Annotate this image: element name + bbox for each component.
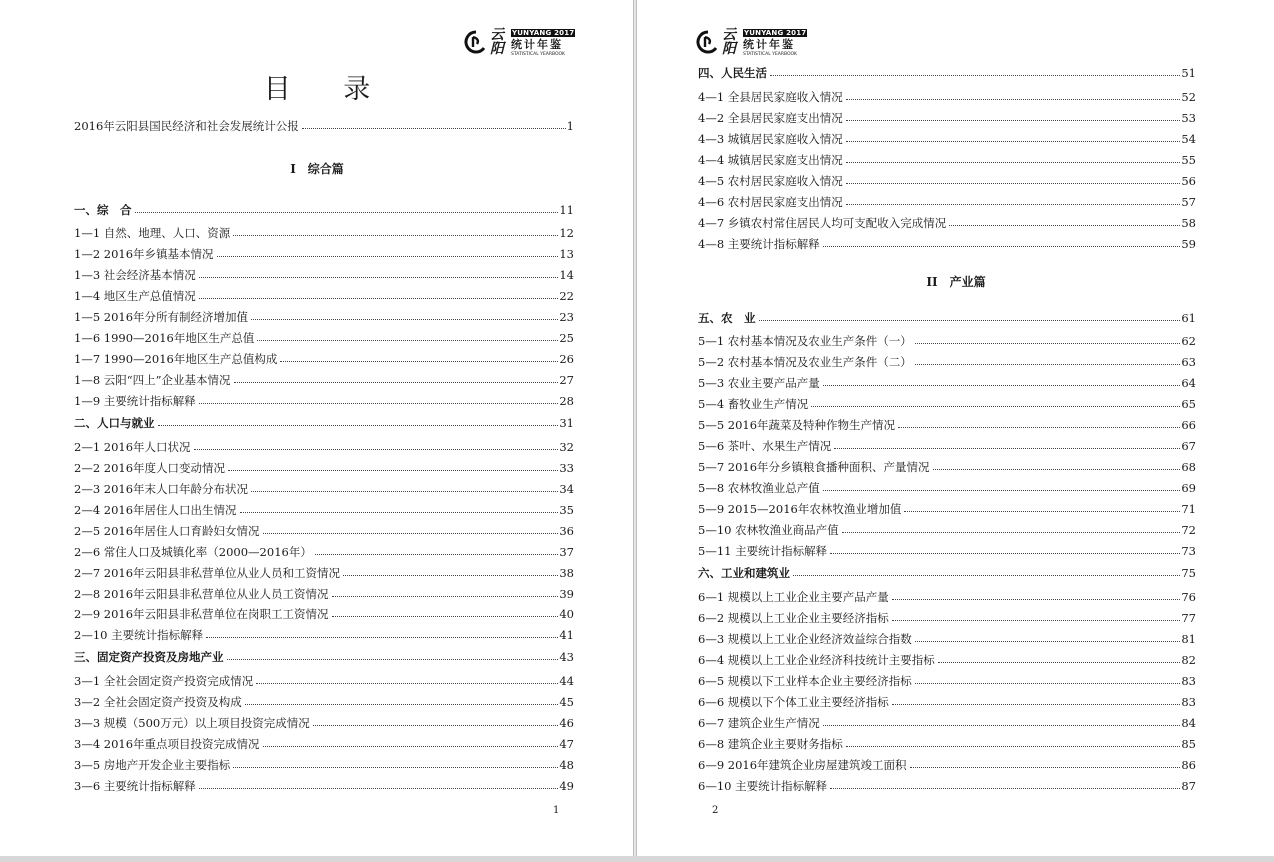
toc-entry (74, 736, 574, 752)
toc-entry-page: 25 (559, 331, 574, 345)
part-title-comprehensive: I 综合篇 (290, 162, 344, 176)
toc-entry (698, 715, 1196, 731)
toc-entry (74, 351, 574, 367)
toc-entry-page: 63 (1181, 355, 1196, 369)
toc-entry (74, 565, 574, 581)
toc-entry-label: 5—2 农村基本情况及农业生产条件（二） (698, 355, 912, 369)
toc-leader-dots (343, 575, 558, 576)
toc-entry-page: 71 (1181, 502, 1196, 516)
toc-entry-label: 4—4 城镇居民家庭支出情况 (698, 153, 843, 167)
toc-entry-page: 87 (1181, 779, 1196, 793)
toc-leader-dots (234, 382, 559, 383)
toc-entry-label: 5—1 农村基本情况及农业生产条件（一） (698, 334, 912, 348)
toc-leader-dots (315, 554, 559, 555)
logo-english-name (743, 29, 807, 37)
toc-leader-dots (898, 427, 1180, 428)
toc-entry-label: 1—8 云阳“四上”企业基本情况 (74, 373, 231, 387)
toc-entry (74, 502, 574, 518)
yearbook-logo (464, 27, 576, 59)
left-page (0, 0, 634, 856)
yunyang-emblem-icon (696, 30, 720, 54)
toc-entry-label: 6—7 建筑企业生产情况 (698, 716, 820, 730)
toc-entry-label: 6—1 规模以上工业企业主要产品产量 (698, 590, 889, 604)
toc-entry-label: 1—7 1990—2016年地区生产总值构成 (74, 352, 278, 366)
toc-entry (74, 778, 574, 794)
toc-leader-dots (823, 246, 1181, 247)
toc-entry-page: 31 (559, 416, 574, 430)
toc-entry-page: 72 (1181, 523, 1196, 537)
toc-leader-dots (228, 470, 558, 471)
toc-leader-dots (257, 340, 558, 341)
toc-entry-label: 3—3 规模（500万元）以上项目投资完成情况 (74, 716, 310, 730)
toc-entry (698, 375, 1196, 391)
toc-entry-page: 56 (1181, 174, 1196, 188)
toc-entry-page: 47 (559, 737, 574, 751)
toc-entry (698, 110, 1196, 126)
toc-entry-page: 23 (559, 310, 574, 324)
toc-entry-label: 5—6 茶叶、水果生产情况 (698, 439, 832, 453)
toc-leader-dots (915, 683, 1181, 684)
toc-leader-dots (199, 298, 559, 299)
toc-entry-page: 81 (1181, 632, 1196, 646)
toc-entry (74, 439, 574, 455)
toc-entry-label: 2—6 常住人口及城镇化率（2000—2016年） (74, 545, 312, 559)
toc-entry-page: 69 (1181, 481, 1196, 495)
right-page (636, 0, 1274, 856)
toc-leader-dots (834, 448, 1180, 449)
toc-entry (74, 523, 574, 539)
toc-entry-page: 36 (559, 524, 574, 538)
toc-entry-label: 1—3 社会经济基本情况 (74, 268, 196, 282)
toc-entry-page: 41 (559, 628, 574, 642)
part-title-industry: II 产业篇 (926, 275, 986, 289)
toc-leader-dots (194, 449, 559, 450)
toc-entry (698, 194, 1196, 210)
toc-entry-page: 46 (559, 716, 574, 730)
toc-leader-dots (910, 767, 1181, 768)
toc-entry-label: 6—10 主要统计指标解释 (698, 779, 828, 793)
toc-entry-page: 45 (559, 695, 574, 709)
toc-leader-dots (206, 637, 558, 638)
toc-entry (74, 757, 574, 773)
toc-entry-page: 38 (559, 566, 574, 580)
toc-entry-label: 2—1 2016年人口状况 (74, 440, 191, 454)
toc-entry-label: 6—6 规模以下个体工业主要经济指标 (698, 695, 889, 709)
toc-entry (74, 673, 574, 689)
toc-leader-dots (217, 256, 559, 257)
toc-leader-dots (846, 204, 1181, 205)
toc-leader-dots (158, 425, 559, 426)
toc-entry (74, 715, 574, 731)
toc-entry-label: 3—1 全社会固定资产投资完成情况 (74, 674, 254, 688)
toc-leader-dots (842, 532, 1181, 533)
toc-entry-label: 2016年云阳县国民经济和社会发展统计公报 (74, 119, 299, 133)
toc-entry (698, 673, 1196, 689)
toc-entry-page: 28 (559, 394, 574, 408)
toc-leader-dots (915, 343, 1181, 344)
toc-entry-label: 五、农 业 (698, 311, 756, 325)
logo-english-name (511, 29, 575, 37)
toc-entry-page: 39 (559, 587, 574, 601)
toc-leader-dots (823, 725, 1181, 726)
toc-entry (698, 736, 1196, 752)
toc-entry (698, 459, 1196, 475)
toc-entry (698, 757, 1196, 773)
toc-heading: 目 录 (263, 74, 393, 105)
toc-leader-dots (949, 225, 1180, 226)
toc-leader-dots (846, 746, 1181, 747)
toc-entry-label: 2—10 主要统计指标解释 (74, 628, 204, 642)
toc-leader-dots (904, 511, 1180, 512)
toc-entry-page: 37 (559, 545, 574, 559)
toc-entry-label: 3—4 2016年重点项目投资完成情况 (74, 737, 260, 751)
toc-entry-label: 5—9 2015—2016年农林牧渔业增加值 (698, 502, 902, 516)
toc-entry-label: 4—1 全县居民家庭收入情况 (698, 90, 843, 104)
page-number-right: 2 (712, 805, 719, 816)
toc-entry-page: 59 (1181, 237, 1196, 251)
toc-section-entry (74, 415, 574, 431)
toc-entry-page: 11 (559, 203, 574, 217)
toc-entry-label: 5—4 畜牧业生产情况 (698, 397, 809, 411)
toc-entry (698, 438, 1196, 454)
toc-entry-label: 三、固定资产投资及房地产业 (74, 650, 224, 664)
toc-entry-label: 1—1 自然、地理、人口、资源 (74, 226, 231, 240)
toc-entry-page: 66 (1181, 418, 1196, 432)
toc-entry-page: 43 (559, 650, 574, 664)
toc-entry-label: 六、工业和建筑业 (698, 566, 790, 580)
toc-leader-dots (263, 746, 559, 747)
toc-leader-dots (332, 616, 559, 617)
toc-entry-label: 1—5 2016年分所有制经济增加值 (74, 310, 249, 324)
toc-entry-label: 4—7 乡镇农村常住居民人均可支配收入完成情况 (698, 216, 947, 230)
bottom-edge (0, 856, 1274, 862)
toc-leader-dots (240, 512, 559, 513)
toc-leader-dots (251, 491, 558, 492)
toc-leader-dots (280, 361, 558, 362)
toc-entry-label: 6—4 规模以上工业企业经济科技统计主要指标 (698, 653, 935, 667)
toc-leader-dots (846, 141, 1181, 142)
toc-entry-page: 26 (559, 352, 574, 366)
toc-entry-page: 51 (1181, 66, 1196, 80)
toc-entry (698, 215, 1196, 231)
toc-leader-dots (302, 128, 566, 129)
logo-chinese-name: 云阳 (490, 27, 503, 57)
toc-leader-dots (245, 704, 559, 705)
toc-entry (74, 393, 574, 409)
toc-entry-label: 5—5 2016年蔬菜及特种作物生产情况 (698, 418, 896, 432)
toc-leader-dots (759, 320, 1181, 321)
toc-entry-label: 5—7 2016年分乡镇粮食播种面积、产量情况 (698, 460, 930, 474)
toc-entry (698, 396, 1196, 412)
toc-section-entry (74, 649, 574, 665)
toc-entry-page: 40 (559, 607, 574, 621)
logo-title: 统计年鉴 (743, 38, 795, 51)
toc-entry (698, 543, 1196, 559)
toc-entry (698, 694, 1196, 710)
toc-leader-dots (199, 277, 559, 278)
toc-section-entry (698, 65, 1196, 81)
toc-entry (698, 480, 1196, 496)
toc-section-entry (74, 202, 574, 218)
toc-entry-page: 61 (1181, 311, 1196, 325)
toc-entry (74, 246, 574, 262)
toc-entry-page: 33 (559, 461, 574, 475)
toc-entry (74, 288, 574, 304)
toc-leader-dots (892, 704, 1181, 705)
toc-leader-dots (793, 575, 1180, 576)
toc-entry-label: 4—3 城镇居民家庭收入情况 (698, 132, 843, 146)
toc-entry-page: 77 (1181, 611, 1196, 625)
toc-leader-dots (332, 596, 559, 597)
toc-entry-label: 4—2 全县居民家庭支出情况 (698, 111, 843, 125)
toc-entry-page: 83 (1181, 674, 1196, 688)
toc-entry-label: 二、人口与就业 (74, 416, 155, 430)
toc-leader-dots (846, 183, 1181, 184)
toc-entry-label: 5—11 主要统计指标解释 (698, 544, 828, 558)
toc-entry (698, 131, 1196, 147)
toc-entry-page: 75 (1181, 566, 1196, 580)
toc-entry-label: 2—2 2016年度人口变动情况 (74, 461, 226, 475)
toc-entry-page: 1 (566, 119, 574, 133)
toc-entry (74, 460, 574, 476)
toc-entry-page: 22 (559, 289, 574, 303)
toc-entry (74, 330, 574, 346)
toc-entry-label: 6—9 2016年建筑企业房屋建筑竣工面积 (698, 758, 907, 772)
logo-city: YUNYANG (512, 29, 552, 37)
toc-leader-dots (233, 235, 558, 236)
toc-entry (698, 89, 1196, 105)
toc-entry-label: 2—8 2016年云阳县非私营单位从业人员工资情况 (74, 587, 329, 601)
logo-chinese-name: 云阳 (722, 27, 735, 57)
toc-entry-label: 5—10 农林牧渔业商品产值 (698, 523, 839, 537)
toc-entry-page: 82 (1181, 653, 1196, 667)
toc-entry (74, 606, 574, 622)
toc-entry (698, 610, 1196, 626)
toc-entry-label: 1—6 1990—2016年地区生产总值 (74, 331, 255, 345)
toc-entry-label: 2—3 2016年末人口年龄分布状况 (74, 482, 249, 496)
toc-leader-dots (811, 406, 1180, 407)
toc-entry-page: 65 (1181, 397, 1196, 411)
toc-leader-dots (199, 403, 559, 404)
toc-entry (74, 627, 574, 643)
toc-entry (74, 372, 574, 388)
toc-entry-label: 四、人民生活 (698, 66, 767, 80)
toc-entry-page: 44 (559, 674, 574, 688)
logo-subtitle: STATISTICAL YEARBOOK (511, 52, 565, 57)
toc-entry-page: 68 (1181, 460, 1196, 474)
toc-leader-dots (313, 725, 559, 726)
logo-subtitle: STATISTICAL YEARBOOK (743, 52, 797, 57)
page-number-left: 1 (553, 805, 560, 816)
toc-entry (698, 589, 1196, 605)
toc-entry (74, 225, 574, 241)
toc-entry-page: 85 (1181, 737, 1196, 751)
toc-entry-label: 3—5 房地产开发企业主要指标 (74, 758, 231, 772)
toc-entry (698, 173, 1196, 189)
toc-entry-label: 2—5 2016年居住人口育龄妇女情况 (74, 524, 260, 538)
toc-entry-page: 58 (1181, 216, 1196, 230)
toc-leader-dots (199, 788, 559, 789)
toc-leader-dots (256, 683, 558, 684)
toc-leader-dots (227, 659, 559, 660)
toc-entry-page: 64 (1181, 376, 1196, 390)
logo-city: YUNYANG (744, 29, 784, 37)
toc-entry-label: 1—9 主要统计指标解释 (74, 394, 196, 408)
toc-entry-label: 4—5 农村居民家庭收入情况 (698, 174, 843, 188)
logo-year: 2017 (554, 29, 575, 37)
toc-leader-dots (933, 469, 1181, 470)
toc-entry-page: 13 (559, 247, 574, 261)
toc-entry-label: 2—9 2016年云阳县非私营单位在岗职工工资情况 (74, 607, 329, 621)
toc-entry-page: 14 (559, 268, 574, 282)
toc-leader-dots (915, 364, 1181, 365)
toc-entry-label: 1—2 2016年乡镇基本情况 (74, 247, 214, 261)
toc-section-entry (698, 565, 1196, 581)
toc-entry-page: 32 (559, 440, 574, 454)
toc-entry (698, 652, 1196, 668)
toc-entry-label: 6—2 规模以上工业企业主要经济指标 (698, 611, 889, 625)
toc-entry (698, 631, 1196, 647)
toc-leader-dots (892, 620, 1181, 621)
toc-entry-page: 86 (1181, 758, 1196, 772)
toc-entry-page: 76 (1181, 590, 1196, 604)
toc-leader-dots (251, 319, 558, 320)
toc-leader-dots (892, 599, 1181, 600)
toc-leader-dots (846, 99, 1181, 100)
toc-leader-dots (770, 75, 1180, 76)
toc-entry-label: 5—3 农业主要产品产量 (698, 376, 820, 390)
toc-entry-label: 2—7 2016年云阳县非私营单位从业人员和工资情况 (74, 566, 341, 580)
toc-entry-label: 一、综 合 (74, 203, 132, 217)
toc-entry-page: 53 (1181, 111, 1196, 125)
toc-entry (698, 236, 1196, 252)
toc-entry-label: 4—8 主要统计指标解释 (698, 237, 820, 251)
yearbook-logo (696, 27, 808, 59)
toc-entry (74, 309, 574, 325)
toc-entry-page: 73 (1181, 544, 1196, 558)
toc-section-entry (698, 310, 1196, 326)
toc-entry (698, 152, 1196, 168)
toc-entry (698, 333, 1196, 349)
toc-entry (74, 694, 574, 710)
toc-entry (74, 544, 574, 560)
logo-title: 统计年鉴 (511, 38, 563, 51)
toc-entry-page: 34 (559, 482, 574, 496)
toc-entry-label: 1—4 地区生产总值情况 (74, 289, 196, 303)
toc-leader-dots (846, 120, 1181, 121)
toc-entry-label: 4—6 农村居民家庭支出情况 (698, 195, 843, 209)
toc-entry (698, 417, 1196, 433)
toc-leader-dots (830, 553, 1180, 554)
toc-entry-label: 6—8 建筑企业主要财务指标 (698, 737, 843, 751)
toc-entry (74, 586, 574, 602)
toc-entry-label: 3—6 主要统计指标解释 (74, 779, 196, 793)
toc-report-entry (74, 118, 574, 134)
logo-year: 2017 (786, 29, 807, 37)
toc-entry-label: 6—5 规模以下工业样本企业主要经济指标 (698, 674, 912, 688)
yunyang-emblem-icon (464, 30, 488, 54)
toc-entry (698, 778, 1196, 794)
toc-leader-dots (915, 641, 1181, 642)
toc-entry (698, 522, 1196, 538)
toc-entry-page: 67 (1181, 439, 1196, 453)
toc-entry-page: 35 (559, 503, 574, 517)
toc-entry-label: 5—8 农林牧渔业总产值 (698, 481, 820, 495)
toc-leader-dots (938, 662, 1181, 663)
toc-entry-page: 27 (559, 373, 574, 387)
toc-leader-dots (233, 767, 558, 768)
toc-entry-page: 83 (1181, 695, 1196, 709)
toc-entry-page: 62 (1181, 334, 1196, 348)
toc-entry-page: 55 (1181, 153, 1196, 167)
toc-entry-page: 54 (1181, 132, 1196, 146)
toc-entry-label: 6—3 规模以上工业企业经济效益综合指数 (698, 632, 912, 646)
toc-entry-page: 84 (1181, 716, 1196, 730)
toc-entry-label: 3—2 全社会固定资产投资及构成 (74, 695, 242, 709)
toc-leader-dots (823, 385, 1181, 386)
toc-entry (74, 481, 574, 497)
toc-leader-dots (263, 533, 559, 534)
toc-entry (74, 267, 574, 283)
toc-entry-page: 12 (559, 226, 574, 240)
toc-entry (698, 501, 1196, 517)
toc-entry (698, 354, 1196, 370)
toc-entry-label: 2—4 2016年居住人口出生情况 (74, 503, 237, 517)
toc-leader-dots (135, 212, 559, 213)
toc-leader-dots (823, 490, 1181, 491)
toc-entry-page: 48 (559, 758, 574, 772)
toc-leader-dots (846, 162, 1181, 163)
toc-entry-page: 57 (1181, 195, 1196, 209)
toc-entry-page: 49 (559, 779, 574, 793)
toc-leader-dots (830, 788, 1180, 789)
toc-entry-page: 52 (1181, 90, 1196, 104)
